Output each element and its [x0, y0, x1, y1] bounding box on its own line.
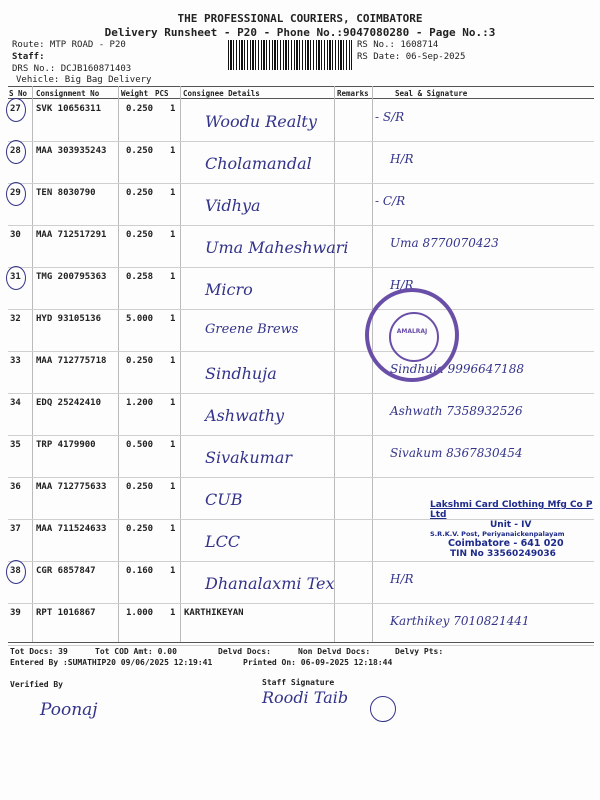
- drs-number: DRS No.: DCJB160871403: [12, 64, 132, 74]
- row-signature: H/R: [390, 152, 414, 166]
- row-handwritten-name: Uma Maheshwari: [205, 238, 349, 257]
- row-signature: Ashwath 7358932526: [390, 404, 523, 418]
- row-weight: 0.250: [126, 146, 154, 156]
- row-handwritten-name: Sivakumar: [205, 448, 293, 467]
- seal-line-2: Unit - IV: [490, 520, 532, 530]
- row-signature: H/R: [390, 572, 414, 586]
- staff-signature-label: Staff Signature: [262, 678, 335, 687]
- row-consignment: RPT 1016867: [36, 608, 96, 618]
- row-consignment: HYD 93105136: [36, 314, 102, 324]
- row-sno: 30: [10, 230, 21, 240]
- barcode: [228, 40, 352, 70]
- row-sno: 37: [10, 524, 21, 534]
- row-pcs: 1: [170, 272, 176, 282]
- row-consignment: MAA 712517291: [36, 230, 107, 240]
- row-consignment: MAA 303935243: [36, 146, 107, 156]
- row-sno: 33: [10, 356, 21, 366]
- col-pcs: PCS: [155, 89, 169, 98]
- table-row: [8, 184, 594, 226]
- row-consignment: TRP 4179900: [36, 440, 96, 450]
- row-pcs: 1: [170, 524, 176, 534]
- row-sno: 29: [10, 188, 21, 198]
- row-pcs: 1: [170, 146, 176, 156]
- row-weight: 5.000: [126, 314, 154, 324]
- row-handwritten-name: Woodu Realty: [205, 112, 317, 131]
- seal-line-3: S.R.K.V. Post, Periyanaickenpalayam: [430, 530, 565, 538]
- row-pcs: 1: [170, 440, 176, 450]
- row-sno: 39: [10, 608, 21, 618]
- row-pcs: 1: [170, 566, 176, 576]
- delvy-pts: Delvy Pts:: [395, 647, 444, 656]
- row-pcs: 1: [170, 398, 176, 408]
- rs-number: RS No.: 1608714: [357, 40, 439, 50]
- row-weight: 0.250: [126, 230, 154, 240]
- row-consignee-details: KARTHIKEYAN: [184, 608, 244, 618]
- row-pcs: 1: [170, 188, 176, 198]
- row-pcs: 1: [170, 314, 176, 324]
- row-signature: Uma 8770070423: [390, 236, 499, 250]
- printed-on: Printed On: 06-09-2025 12:18:44: [243, 658, 393, 667]
- row-consignment: MAA 711524633: [36, 524, 107, 534]
- row-sno: 34: [10, 398, 21, 408]
- row-handwritten-name: Micro: [205, 280, 253, 299]
- company-title: THE PROFESSIONAL COURIERS, COIMBATORE: [177, 12, 423, 25]
- row-signature: - C/R: [375, 194, 406, 208]
- row-handwritten-name: Cholamandal: [205, 154, 312, 173]
- row-weight: 0.250: [126, 188, 154, 198]
- row-circle-mark: [6, 182, 26, 206]
- vehicle: Vehicle: Big Bag Delivery: [16, 75, 152, 85]
- row-circle-mark: [6, 560, 26, 584]
- row-pcs: 1: [170, 104, 176, 114]
- stamp-text: AMALRAJ: [396, 328, 428, 335]
- row-pcs: 1: [170, 608, 176, 618]
- verified-signature: Poonaj: [40, 700, 98, 720]
- company-seal: [430, 500, 600, 559]
- signature-circle: [370, 696, 396, 722]
- col-weight: Weight: [121, 89, 149, 98]
- row-weight: 0.500: [126, 440, 154, 450]
- row-handwritten-name: Greene Brews: [205, 322, 299, 337]
- row-circle-mark: [6, 266, 26, 290]
- row-handwritten-name: CUB: [205, 490, 243, 509]
- row-sno: 38: [10, 566, 21, 576]
- row-sno: 28: [10, 146, 21, 156]
- row-consignment: SVK 10656311: [36, 104, 102, 114]
- delvd-docs: Delvd Docs:: [218, 647, 271, 656]
- row-weight: 0.250: [126, 104, 154, 114]
- row-signature: Sivakum 8367830454: [390, 446, 523, 460]
- row-circle-mark: [6, 98, 26, 122]
- row-signature: - S/R: [375, 110, 405, 124]
- col-seal: Seal & Signature: [395, 89, 468, 98]
- row-divider: [8, 645, 594, 646]
- non-delvd-docs: Non Delvd Docs:: [298, 647, 371, 656]
- row-consignment: TEN 8030790: [36, 188, 96, 198]
- row-handwritten-name: Dhanalaxmi Tex: [205, 574, 335, 593]
- col-remarks: Remarks: [337, 89, 369, 98]
- row-circle-mark: [6, 140, 26, 164]
- staff-label: Staff:: [12, 52, 45, 62]
- row-signature: Karthikey 7010821441: [390, 614, 530, 628]
- col-consignee: Consignee Details: [183, 89, 260, 98]
- row-handwritten-name: Vidhya: [205, 196, 261, 215]
- seal-line-1: Lakshmi Card Clothing Mfg Co P Ltd: [430, 500, 593, 520]
- row-weight: 0.250: [126, 482, 154, 492]
- verified-by-label: Verified By: [10, 680, 63, 689]
- row-handwritten-name: Ashwathy: [205, 406, 285, 425]
- row-weight: 0.258: [126, 272, 154, 282]
- row-weight: 0.250: [126, 356, 154, 366]
- col-consignment: Consignment No: [36, 89, 100, 98]
- row-signature: H/R: [390, 278, 414, 292]
- staff-signature: Roodi Taib: [262, 688, 349, 707]
- row-pcs: 1: [170, 482, 176, 492]
- row-weight: 1.000: [126, 608, 154, 618]
- row-consignment: TMG 200795363: [36, 272, 107, 282]
- seal-line-5: TIN No 33560249036: [450, 549, 556, 559]
- row-handwritten-name: Sindhuja: [205, 364, 277, 383]
- tot-docs: Tot Docs: 39: [10, 647, 68, 656]
- rs-date: RS Date: 06-Sep-2025: [357, 52, 466, 62]
- seal-line-4: Coimbatore - 641 020: [448, 538, 564, 549]
- entered-by: Entered By :SUMATHIP20 09/06/2025 12:19:41: [10, 658, 213, 667]
- col-sno: S No: [9, 89, 28, 98]
- row-sno: 36: [10, 482, 21, 492]
- row-consignment: MAA 712775718: [36, 356, 107, 366]
- row-weight: 0.250: [126, 524, 154, 534]
- tot-cod: Tot COD Amt: 0.00: [95, 647, 177, 656]
- row-pcs: 1: [170, 356, 176, 366]
- row-sno: 27: [10, 104, 21, 114]
- row-sno: 31: [10, 272, 21, 282]
- route: Route: MTP ROAD - P20: [12, 40, 126, 50]
- row-weight: 1.200: [126, 398, 154, 408]
- row-consignment: CGR 6857847: [36, 566, 96, 576]
- round-stamp: [365, 288, 459, 382]
- row-pcs: 1: [170, 230, 176, 240]
- row-handwritten-name: LCC: [205, 532, 241, 551]
- row-consignment: EDQ 25242410: [36, 398, 102, 408]
- runsheet-title: Delivery Runsheet - P20 - Phone No.:9047080280 - Page No.:3: [104, 26, 496, 39]
- row-consignment: MAA 712775633: [36, 482, 107, 492]
- row-signature: Sindhuja 9996647188: [390, 362, 524, 376]
- row-weight: 0.160: [126, 566, 154, 576]
- row-sno: 35: [10, 440, 21, 450]
- row-sno: 32: [10, 314, 21, 324]
